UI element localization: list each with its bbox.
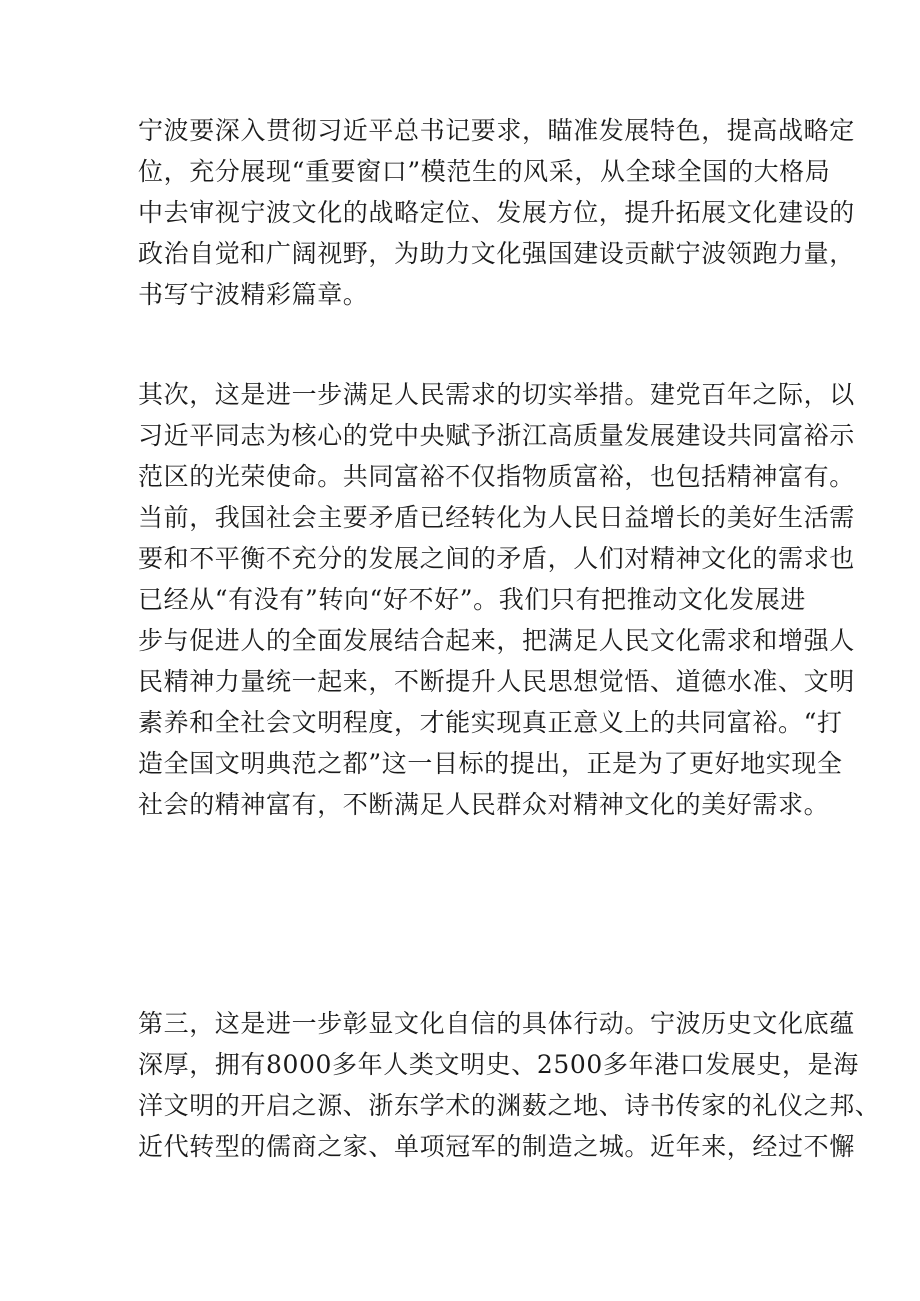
paragraph-line: 深厚，拥有8000多年人类文明史、2500多年港口发展史，是海 <box>138 1050 859 1079</box>
paragraph-line: 位，充分展现“重要窗口”模范生的风采，从全球全国的大格局 <box>138 157 831 186</box>
paragraph-2 <box>138 374 855 825</box>
paragraph-line: 民精神力量统一起来，不断提升人民思想觉悟、道德水准、文明 <box>138 667 855 696</box>
paragraph-line: 要和不平衡不充分的发展之间的矛盾，人们对精神文化的需求也 <box>138 544 855 573</box>
paragraph-line: 造全国文明典范之都”这一目标的提出，正是为了更好地实现全 <box>138 749 843 778</box>
paragraph-line: 素养和全社会文明程度，才能实现真正意义上的共同富裕。“打 <box>138 708 843 737</box>
paragraph-line: 习近平同志为核心的党中央赋予浙江高质量发展建设共同富裕示 <box>138 421 855 450</box>
paragraph-1 <box>138 110 855 315</box>
paragraph-line: 近代转型的儒商之家、单项冠军的制造之城。近年来，经过不懈 <box>138 1132 855 1161</box>
paragraph-3 <box>138 1003 881 1167</box>
paragraph-line: 政治自觉和广阔视野，为助力文化强国建设贡献宁波领跑力量， <box>138 239 855 268</box>
paragraph-line: 社会的精神富有，不断满足人民群众对精神文化的美好需求。 <box>138 790 830 819</box>
paragraph-line: 步与促进人的全面发展结合起来，把满足人民文化需求和增强人 <box>138 626 855 655</box>
paragraph-line: 第三，这是进一步彰显文化自信的具体行动。宁波历史文化底蕴 <box>138 1009 855 1038</box>
paragraph-line: 当前，我国社会主要矛盾已经转化为人民日益增长的美好生活需 <box>138 503 855 532</box>
paragraph-line: 中去审视宁波文化的战略定位、发展方位，提升拓展文化建设的 <box>138 198 855 227</box>
paragraph-line: 已经从“有没有”转向“好不好”。我们只有把推动文化发展进 <box>138 585 806 614</box>
paragraph-line: 宁波要深入贯彻习近平总书记要求，瞄准发展特色，提高战略定 <box>138 116 855 145</box>
paragraph-line: 洋文明的开启之源、浙东学术的渊薮之地、诗书传家的礼仪之邦、 <box>138 1091 881 1120</box>
paragraph-line: 书写宁波精彩篇章。 <box>138 280 369 309</box>
paragraph-line: 范区的光荣使命。共同富裕不仅指物质富裕，也包括精神富有。 <box>138 462 855 491</box>
paragraph-line: 其次，这是进一步满足人民需求的切实举措。建党百年之际，以 <box>138 380 855 409</box>
